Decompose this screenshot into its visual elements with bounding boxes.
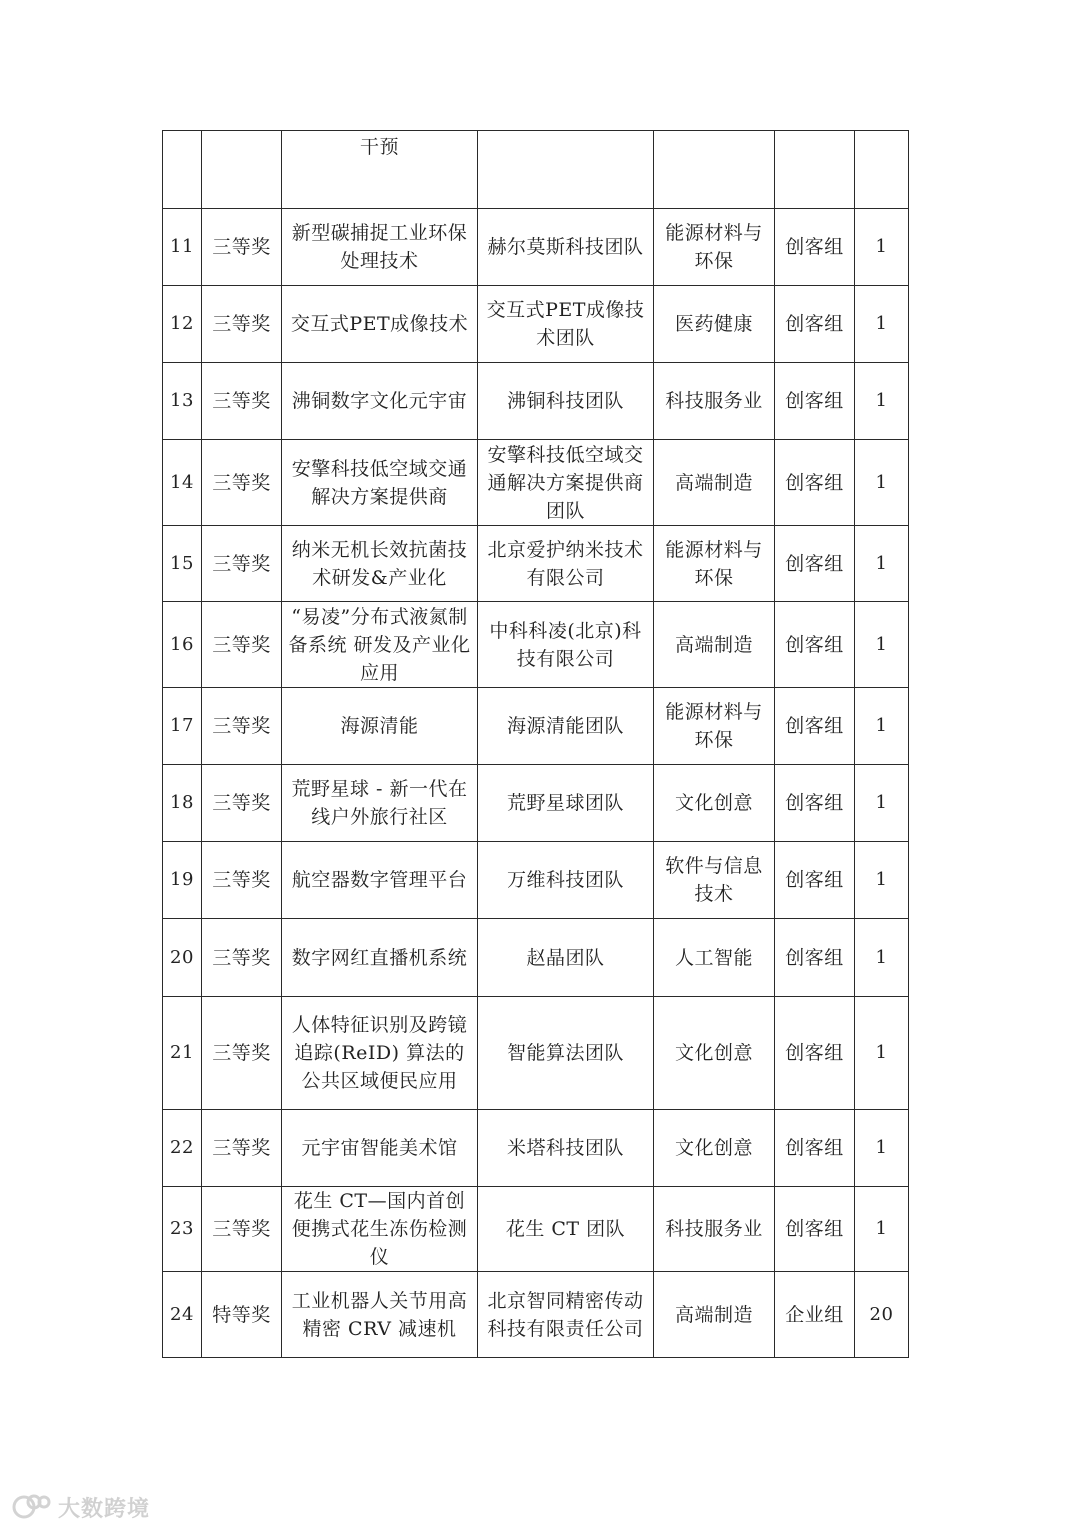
- cell-project: 数字网红直播机系统: [282, 919, 478, 997]
- cell-team: 海源清能团队: [478, 688, 654, 765]
- cell-project: 元宇宙智能美术馆: [282, 1110, 478, 1187]
- cell-team: 米塔科技团队: [478, 1110, 654, 1187]
- cell-project: 纳米无机长效抗菌技术研发&产业化: [282, 526, 478, 602]
- cell-award: [202, 131, 282, 209]
- table-row: [163, 688, 909, 765]
- cell-award: 三等奖: [202, 1187, 282, 1272]
- table-row-continuation: [163, 131, 909, 209]
- cell-team: 赫尔莫斯科技团队: [478, 209, 654, 286]
- cell-project: 工业机器人关节用高精密 CRV 减速机: [282, 1272, 478, 1358]
- cell-team: 赵晶团队: [478, 919, 654, 997]
- cell-team: [478, 131, 654, 209]
- cell-award: 三等奖: [202, 1110, 282, 1187]
- cell-count: 1: [855, 602, 909, 688]
- cell-team: 万维科技团队: [478, 842, 654, 919]
- table-row: [163, 765, 909, 842]
- cell-industry: 高端制造: [654, 1272, 775, 1358]
- cell-project: 荒野星球 - 新一代在线户外旅行社区: [282, 765, 478, 842]
- cell-award: 三等奖: [202, 363, 282, 440]
- cell-industry: 文化创意: [654, 765, 775, 842]
- cell-group: 创客组: [775, 688, 855, 765]
- cell-project: 沸铜数字文化元宇宙: [282, 363, 478, 440]
- cell-group: 创客组: [775, 440, 855, 526]
- cell-industry: 文化创意: [654, 1110, 775, 1187]
- cell-group: 企业组: [775, 1272, 855, 1358]
- cell-industry: 高端制造: [654, 602, 775, 688]
- table-row: [163, 286, 909, 363]
- cell-project: 交互式PET成像技术: [282, 286, 478, 363]
- cell-group: 创客组: [775, 602, 855, 688]
- cell-no: 13: [163, 363, 202, 440]
- cell-team: 安擎科技低空域交通解决方案提供商团队: [478, 440, 654, 526]
- cell-award: 三等奖: [202, 765, 282, 842]
- cell-count: 1: [855, 363, 909, 440]
- cell-no: 19: [163, 842, 202, 919]
- cell-project: 安擎科技低空域交通解决方案提供商: [282, 440, 478, 526]
- cell-count: 1: [855, 997, 909, 1110]
- watermark-text: 大数跨境: [58, 1496, 151, 1522]
- table-row: [163, 1110, 909, 1187]
- cell-industry: 能源材料与环保: [654, 209, 775, 286]
- cell-count: 1: [855, 286, 909, 363]
- cell-no: [163, 131, 202, 209]
- brand-logo-icon: [12, 1493, 52, 1521]
- cell-no: 20: [163, 919, 202, 997]
- table-row: [163, 209, 909, 286]
- cell-industry: 高端制造: [654, 440, 775, 526]
- table-row: [163, 1187, 909, 1272]
- table-row: [163, 842, 909, 919]
- cell-team: 中科科凌(北京)科技有限公司: [478, 602, 654, 688]
- cell-industry: 文化创意: [654, 997, 775, 1110]
- cell-group: 创客组: [775, 209, 855, 286]
- cell-industry: 医药健康: [654, 286, 775, 363]
- cell-group: 创客组: [775, 363, 855, 440]
- table-row: [163, 440, 909, 526]
- cell-count: 20: [855, 1272, 909, 1358]
- cell-project: 干预: [282, 131, 478, 209]
- cell-no: 21: [163, 997, 202, 1110]
- cell-industry: 软件与信息技术: [654, 842, 775, 919]
- cell-award: 特等奖: [202, 1272, 282, 1358]
- cell-award: 三等奖: [202, 842, 282, 919]
- cell-project: 花生 CT—国内首创便携式花生冻伤检测仪: [282, 1187, 478, 1272]
- awards-table: [162, 130, 909, 1358]
- cell-count: 1: [855, 765, 909, 842]
- cell-group: 创客组: [775, 997, 855, 1110]
- cell-count: 1: [855, 209, 909, 286]
- cell-project: 海源清能: [282, 688, 478, 765]
- cell-count: 1: [855, 842, 909, 919]
- table-row: [163, 363, 909, 440]
- cell-team: 北京智同精密传动科技有限责任公司: [478, 1272, 654, 1358]
- cell-team: 北京爱护纳米技术有限公司: [478, 526, 654, 602]
- cell-team: 荒野星球团队: [478, 765, 654, 842]
- cell-industry: 人工智能: [654, 919, 775, 997]
- cell-count: 1: [855, 688, 909, 765]
- cell-award: 三等奖: [202, 919, 282, 997]
- cell-team: 花生 CT 团队: [478, 1187, 654, 1272]
- cell-no: 22: [163, 1110, 202, 1187]
- cell-project: 新型碳捕捉工业环保处理技术: [282, 209, 478, 286]
- cell-no: 12: [163, 286, 202, 363]
- cell-project: 人体特征识别及跨镜追踪(ReID) 算法的公共区域便民应用: [282, 997, 478, 1110]
- cell-project: “易凌”分布式液氮制备系统 研发及产业化应用: [282, 602, 478, 688]
- cell-industry: 科技服务业: [654, 363, 775, 440]
- table-row: [163, 997, 909, 1110]
- cell-award: 三等奖: [202, 526, 282, 602]
- cell-group: 创客组: [775, 526, 855, 602]
- cell-no: 15: [163, 526, 202, 602]
- cell-count: 1: [855, 1110, 909, 1187]
- cell-no: 24: [163, 1272, 202, 1358]
- table-row: [163, 602, 909, 688]
- cell-group: 创客组: [775, 842, 855, 919]
- cell-no: 17: [163, 688, 202, 765]
- cell-project: 航空器数字管理平台: [282, 842, 478, 919]
- cell-award: 三等奖: [202, 997, 282, 1110]
- cell-industry: [654, 131, 775, 209]
- cell-team: 智能算法团队: [478, 997, 654, 1110]
- cell-award: 三等奖: [202, 286, 282, 363]
- cell-award: 三等奖: [202, 209, 282, 286]
- cell-group: 创客组: [775, 286, 855, 363]
- cell-group: 创客组: [775, 1110, 855, 1187]
- cell-no: 18: [163, 765, 202, 842]
- cell-industry: 能源材料与环保: [654, 526, 775, 602]
- cell-no: 14: [163, 440, 202, 526]
- cell-count: 1: [855, 1187, 909, 1272]
- cell-count: 1: [855, 440, 909, 526]
- cell-award: 三等奖: [202, 440, 282, 526]
- cell-count: [855, 131, 909, 209]
- cell-no: 23: [163, 1187, 202, 1272]
- cell-no: 16: [163, 602, 202, 688]
- cell-count: 1: [855, 526, 909, 602]
- cell-group: 创客组: [775, 765, 855, 842]
- cell-industry: 能源材料与环保: [654, 688, 775, 765]
- cell-award: 三等奖: [202, 602, 282, 688]
- cell-no: 11: [163, 209, 202, 286]
- cell-group: [775, 131, 855, 209]
- table-row: [163, 526, 909, 602]
- cell-count: 1: [855, 919, 909, 997]
- table-row: [163, 919, 909, 997]
- table-row: [163, 1272, 909, 1358]
- awards-table-body: [163, 131, 909, 1358]
- cell-industry: 科技服务业: [654, 1187, 775, 1272]
- cell-team: 交互式PET成像技术团队: [478, 286, 654, 363]
- cell-award: 三等奖: [202, 688, 282, 765]
- watermark: [12, 1490, 150, 1524]
- cell-group: 创客组: [775, 919, 855, 997]
- cell-team: 沸铜科技团队: [478, 363, 654, 440]
- cell-group: 创客组: [775, 1187, 855, 1272]
